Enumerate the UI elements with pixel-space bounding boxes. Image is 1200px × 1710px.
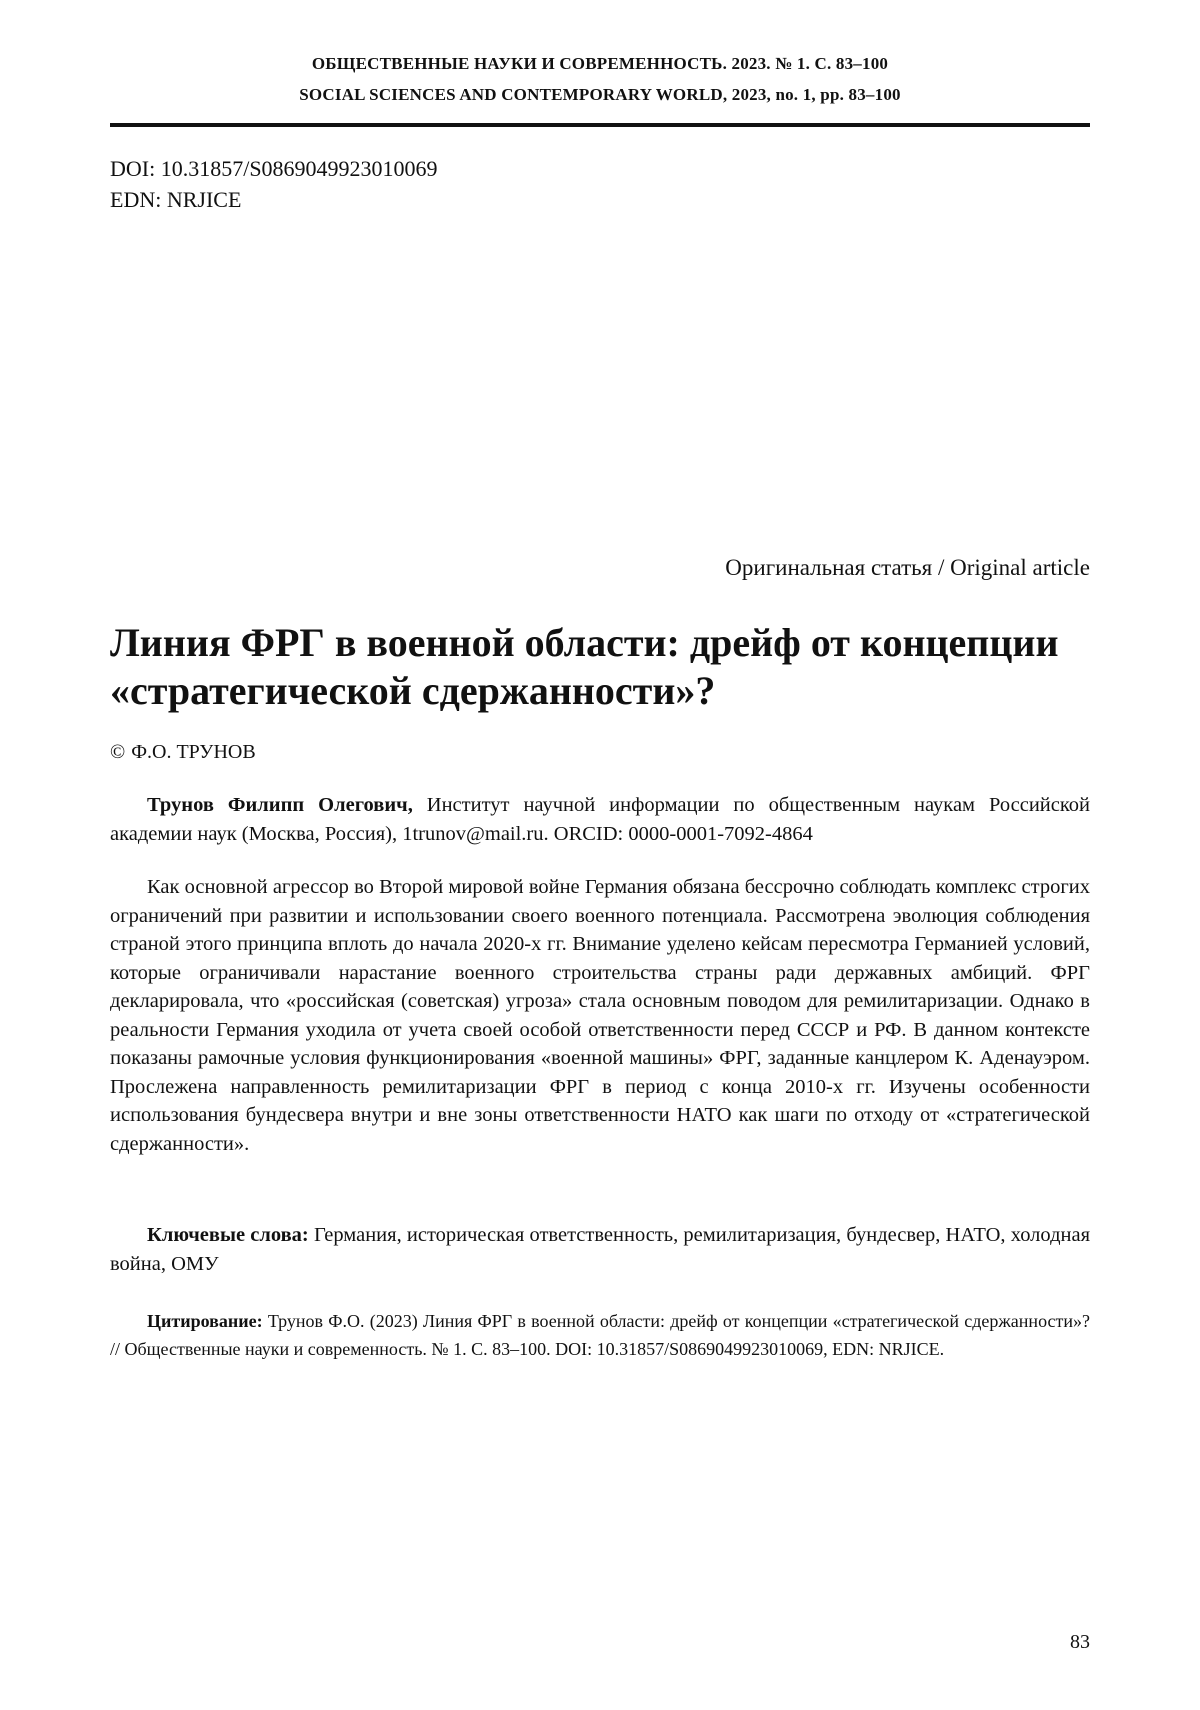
citation	[110, 1307, 1090, 1363]
article-title	[110, 619, 1100, 715]
article-title-line-2: «стратегической сдержанности»?	[110, 668, 716, 713]
page-number: 83	[1070, 1631, 1090, 1653]
citation-label: Цитирование:	[147, 1311, 263, 1331]
keywords-text: Германия, историческая ответственность, ремилитаризация, бундесвер, НАТО, холодная война, ОМУ	[110, 1224, 1090, 1275]
author-info	[110, 791, 1090, 849]
keywords-label: Ключевые слова:	[147, 1224, 309, 1246]
doi: DOI: 10.31857/S0869049923010069	[110, 156, 438, 181]
journal-header-english: SOCIAL SCIENCES AND CONTEMPORARY WORLD, 2023, no. 1, pp. 83–100	[299, 85, 901, 104]
article-title-line-1: Линия ФРГ в военной области: дрейф от концепции	[110, 620, 1059, 665]
article-type: Оригинальная статья / Original article	[725, 555, 1090, 580]
author-affiliation: Институт научной информации по общественным наукам Российской академии наук (Москва, Россия), 1trunov@mail.ru. ORCID: 0000-0001-7092-4864	[110, 794, 1091, 845]
copyright-line	[110, 738, 256, 766]
journal-header	[110, 48, 1090, 110]
copyright-symbol: ©	[110, 741, 126, 763]
journal-header-russian: ОБЩЕСТВЕННЫЕ НАУКИ И СОВРЕМЕННОСТЬ. 2023. № 1. С. 83–100	[311, 54, 889, 73]
author-name: Трунов Филипп Олегович,	[147, 794, 413, 816]
edn: EDN: NRJICE	[110, 187, 242, 212]
citation-text: Трунов Ф.О. (2023) Линия ФРГ в военной области: дрейф от концепции «стратегической сдержанности»? // Общественные науки и современность. № 1. С. 83–100. DOI: 10.31857/S0869049923010069, EDN: NRJICE.	[110, 1311, 1090, 1359]
article-identifiers	[110, 153, 438, 215]
abstract: Как основной агрессор во Второй мировой войне Германия обязана бессрочно соблюдать комплекс строгих ограничений при развитии и использовании своего военного потенциала. Рассмотрена эволюция соблюдения страной этого принципа вплоть до начала 2020-х гг. Внимание уделено кейсам пересмотра Германией условий, которые ограничивали нарастание военного строительства страны ради державных амбиций. ФРГ декларировала, что «российская (советская) угроза» стала основным поводом для ремилитаризации. Однако в реальности Германия уходила от учета своей особой ответственности перед СССР и РФ. В данном контексте показаны рамочные условия функционирования «военной машины» ФРГ, заданные канцлером К. Аденауэром. Прослежена направленность ремилитаризации ФРГ в период с конца 2010-х гг. Изучены особенности использования бундесвера внутри и вне зоны ответственности НАТО как шаги по отходу от «стратегической сдержанности».	[110, 876, 1090, 1155]
copyright-authors: Ф.О. ТРУНОВ	[131, 741, 256, 763]
header-divider	[110, 123, 1090, 127]
keywords	[110, 1221, 1090, 1279]
